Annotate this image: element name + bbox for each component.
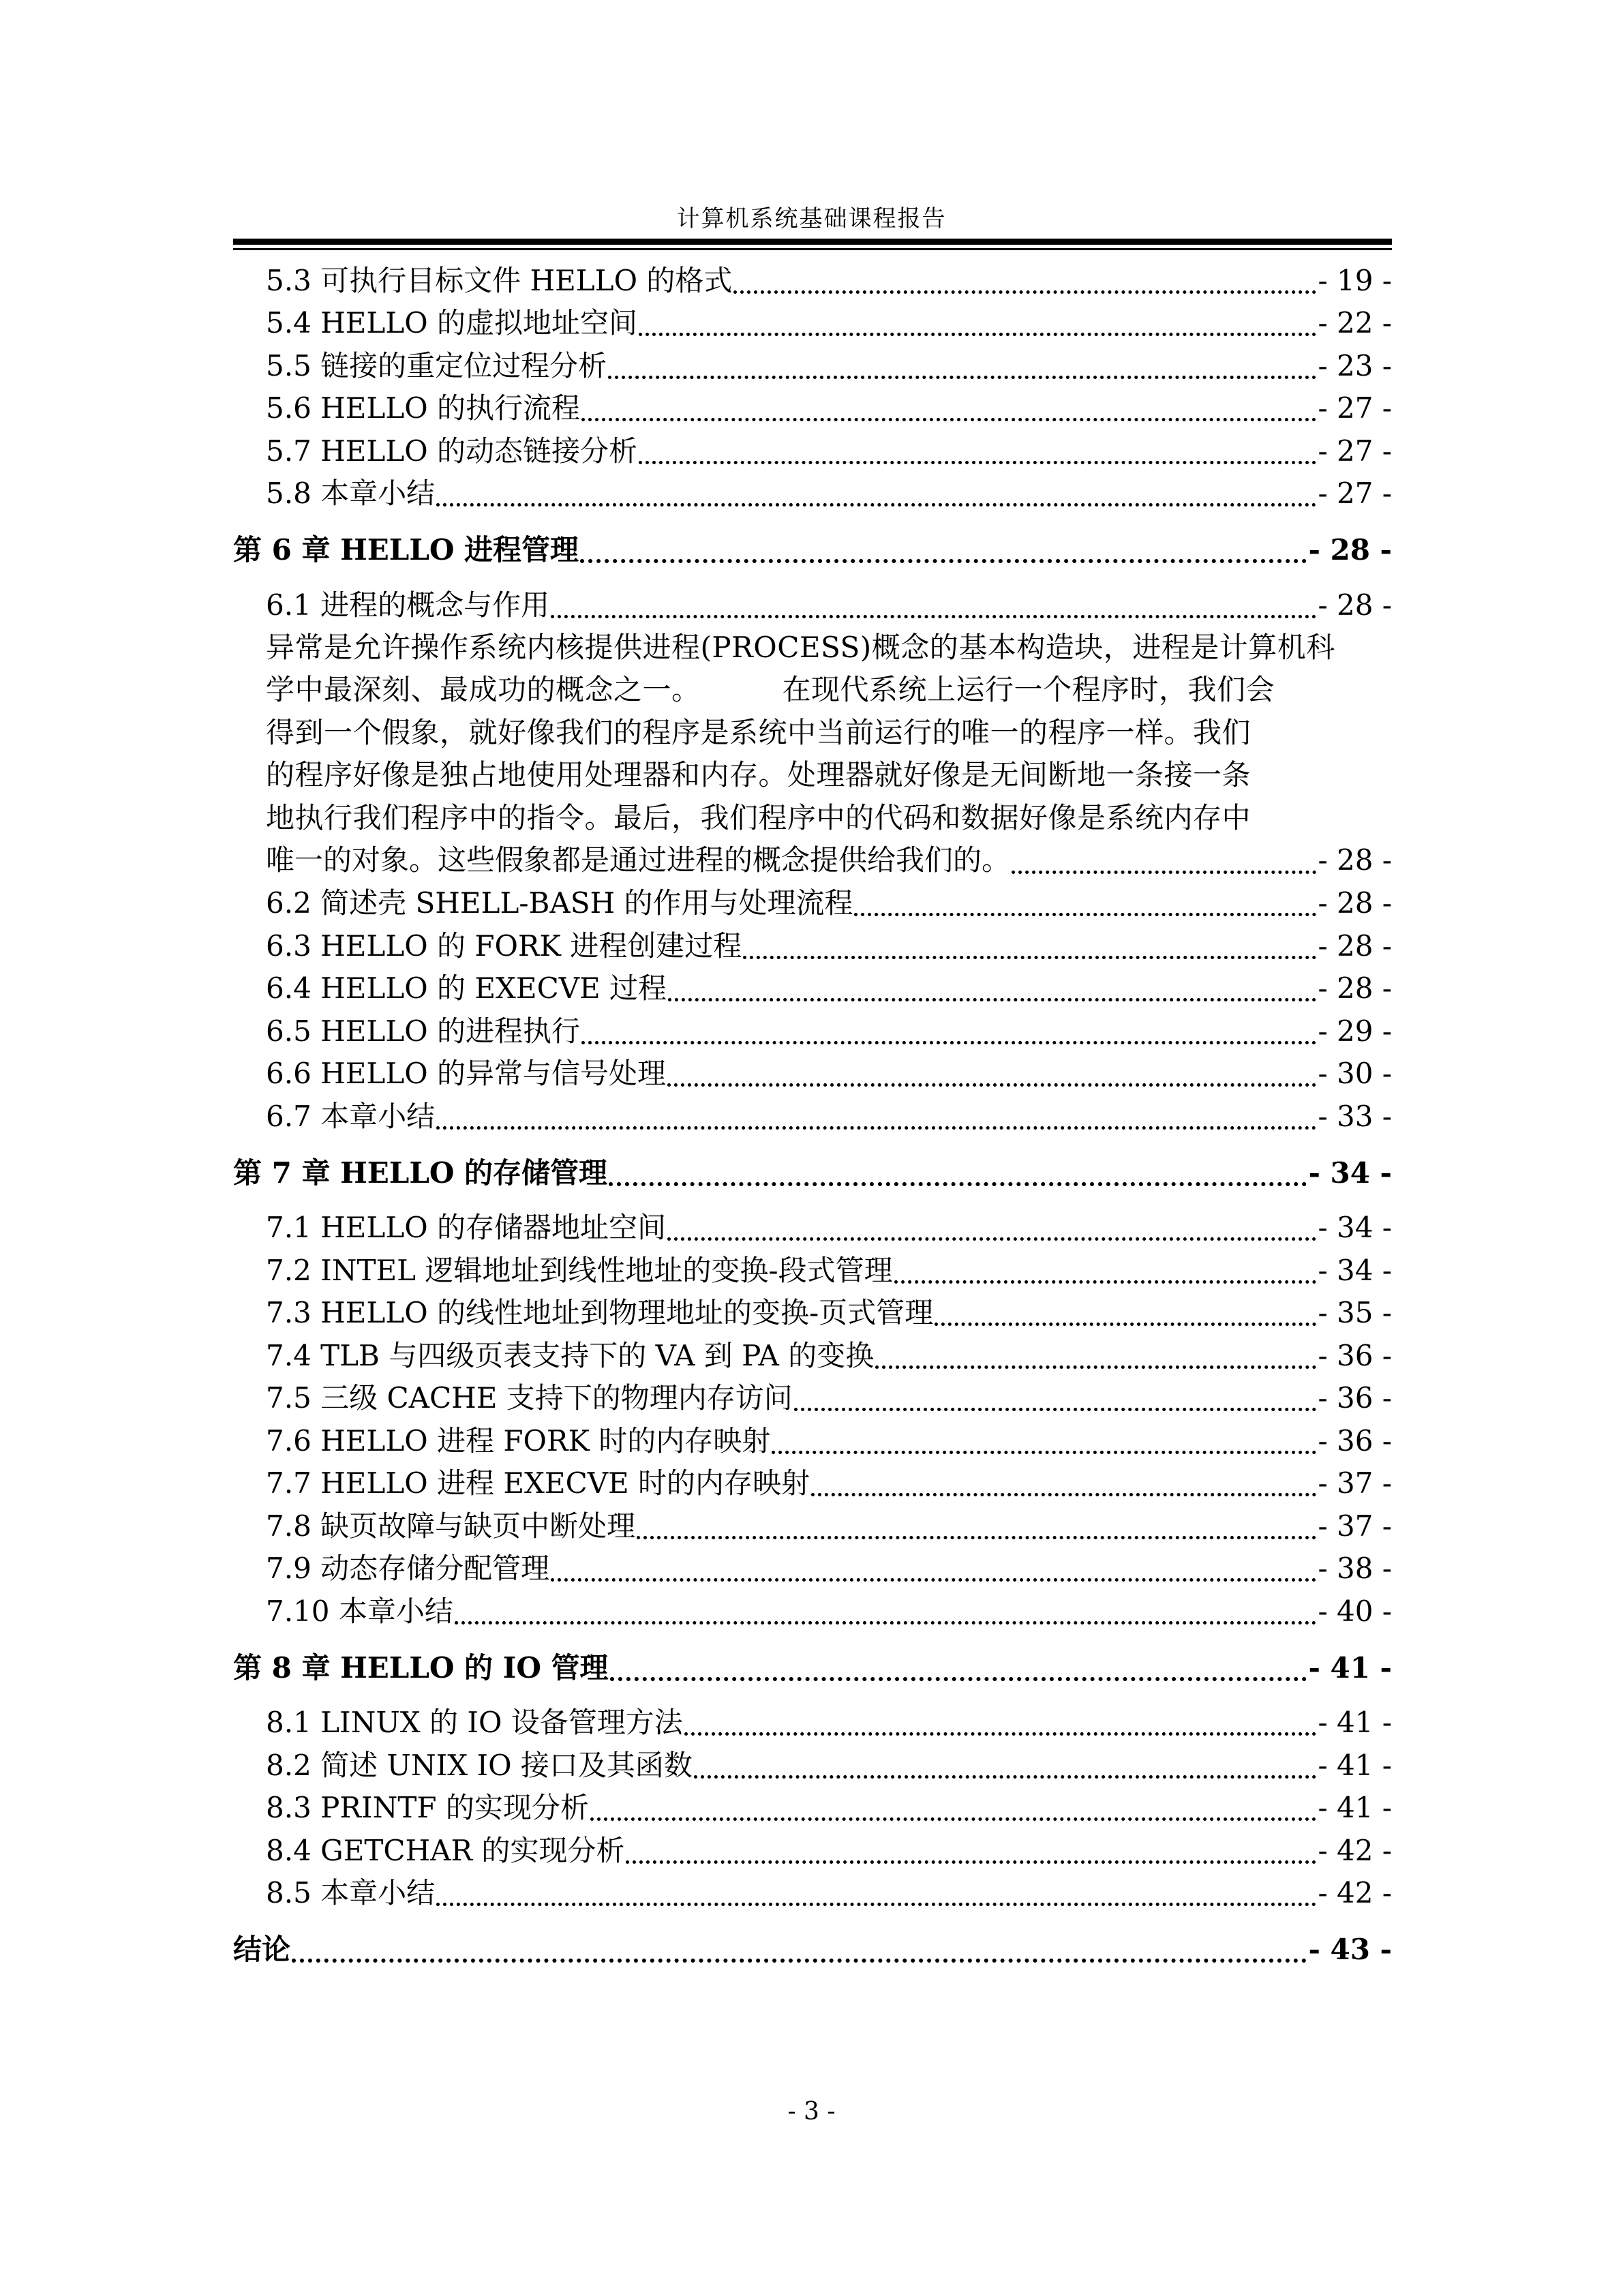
toc-entry-paragraph[interactable]: [233, 626, 1392, 882]
toc-entry-page: - 28 -: [1318, 886, 1392, 920]
paragraph-line: [266, 669, 1392, 712]
toc-entry-6-2[interactable]: [233, 882, 1392, 925]
paragraph-fragment: 唯一的对象。这些假象都是通过进程的概念提供给我们的。: [266, 843, 1011, 877]
paragraph-fragment: 在现代系统上运行一个程序时，我们会: [782, 673, 1275, 706]
dot-leader: [794, 1408, 1317, 1411]
dot-leader: [580, 559, 1307, 563]
toc-entry-5-7[interactable]: [233, 429, 1392, 472]
toc-entry-page: - 41 -: [1318, 1748, 1392, 1782]
toc-entry-page: - 38 -: [1318, 1552, 1392, 1585]
toc-entry-page: - 40 -: [1318, 1594, 1392, 1628]
toc-chapter-page: - 41 -: [1308, 1650, 1392, 1685]
toc-entry-8-4[interactable]: [233, 1829, 1392, 1872]
toc-entry-page: - 37 -: [1318, 1466, 1392, 1500]
toc-chapter-page: - 28 -: [1308, 533, 1392, 567]
toc-entry-page: - 28 -: [1318, 928, 1392, 963]
toc-entry-page: - 28 -: [1318, 843, 1392, 877]
toc-entry-6-4[interactable]: [233, 967, 1392, 1010]
dot-leader: [436, 1903, 1316, 1906]
toc-entry-label: 5.6 HELLO 的执行流程: [266, 391, 580, 425]
dot-leader: [637, 1536, 1316, 1539]
toc-entry-7-8[interactable]: [233, 1505, 1392, 1547]
page-number: - 3 -: [787, 2098, 836, 2126]
paragraph-line: 的程序好像是独占地使用处理器和内存。处理器就好像是无间断地一条接一条: [266, 758, 1252, 791]
toc-conclusion[interactable]: [233, 1922, 1392, 1971]
toc-entry-label: 7.3 HELLO 的线性地址到物理地址的变换-页式管理: [266, 1296, 934, 1329]
header-rule-thick: [233, 239, 1392, 245]
toc-entry-page: - 42 -: [1318, 1833, 1392, 1867]
toc-entry-label: 7.2 INTEL 逻辑地址到线性地址的变换-段式管理: [266, 1253, 893, 1287]
toc-entry-page: - 29 -: [1318, 1014, 1392, 1048]
toc-entry-7-4[interactable]: [233, 1334, 1392, 1377]
toc-entry-label: 6.7 本章小结: [266, 1099, 436, 1133]
toc-chapter-page: - 43 -: [1308, 1933, 1392, 1966]
toc-entry-label: 6.4 HELLO 的 EXECVE 过程: [266, 971, 667, 1005]
toc-entry-page: - 34 -: [1318, 1253, 1392, 1287]
toc-entry-page: - 37 -: [1318, 1509, 1392, 1543]
dot-leader: [668, 998, 1316, 1001]
toc-entry-6-5[interactable]: [233, 1010, 1392, 1053]
dot-leader: [436, 503, 1316, 507]
dot-leader: [551, 1578, 1316, 1582]
toc-entry-8-2[interactable]: [233, 1744, 1392, 1787]
dot-leader: [875, 1365, 1316, 1369]
toc-entry-page: - 28 -: [1318, 588, 1392, 622]
toc-entry-label: 7.8 缺页故障与缺页中断处理: [266, 1509, 636, 1543]
toc-entry-page: - 36 -: [1318, 1381, 1392, 1415]
toc-entry-page: - 27 -: [1318, 477, 1392, 510]
dot-leader: [436, 1126, 1316, 1130]
header-rule-thin: [233, 248, 1392, 250]
toc-entry-page: - 22 -: [1318, 306, 1392, 339]
toc-entry-5-4[interactable]: [233, 302, 1392, 345]
dot-leader: [667, 1083, 1316, 1087]
toc-entry-label: 5.4 HELLO 的虚拟地址空间: [266, 306, 637, 339]
dot-leader: [894, 1280, 1317, 1284]
dot-leader: [935, 1323, 1316, 1326]
toc-entry-label: 6.5 HELLO 的进程执行: [266, 1014, 580, 1048]
dot-leader: [455, 1621, 1317, 1625]
toc-entry-7-6[interactable]: [233, 1419, 1392, 1462]
toc-entry-page: - 41 -: [1318, 1706, 1392, 1739]
toc-entry-label: 5.3 可执行目标文件 HELLO 的格式: [266, 263, 733, 297]
toc-entry-label: 6.1 进程的概念与作用: [266, 588, 550, 622]
toc-chapter-6[interactable]: [233, 523, 1392, 571]
toc-entry-page: - 33 -: [1318, 1099, 1392, 1133]
toc-entry-8-3[interactable]: [233, 1787, 1392, 1830]
dot-leader: [626, 1860, 1316, 1864]
toc-entry-page: - 34 -: [1318, 1211, 1392, 1244]
dot-leader: [811, 1493, 1316, 1496]
toc-entry-5-6[interactable]: [233, 387, 1392, 430]
dot-leader: [694, 1775, 1317, 1779]
dot-leader: [667, 1237, 1316, 1241]
toc-entry-7-7[interactable]: [233, 1462, 1392, 1505]
toc-entry-label: 6.3 HELLO 的 FORK 进程创建过程: [266, 928, 742, 963]
toc-chapter-label: 第 7 章 HELLO 的存储管理: [233, 1155, 608, 1190]
toc-entry-6-3[interactable]: [233, 924, 1392, 967]
toc-entry-label: 5.7 HELLO 的动态链接分析: [266, 434, 637, 468]
toc-entry-7-5[interactable]: [233, 1377, 1392, 1420]
dot-leader: [1012, 871, 1316, 874]
toc-entry-label: 8.5 本章小结: [266, 1876, 436, 1909]
toc-entry-5-3[interactable]: [233, 259, 1392, 302]
toc-entry-5-5[interactable]: [233, 344, 1392, 387]
paragraph-line: 得到一个假象，就好像我们的程序是系统中当前运行的唯一的程序一样。我们: [266, 715, 1252, 749]
dot-leader: [609, 1182, 1307, 1186]
toc-chapter-8[interactable]: [233, 1641, 1392, 1689]
toc-entry-7-2[interactable]: [233, 1249, 1392, 1292]
toc-entry-label: 7.7 HELLO 进程 EXECVE 时的内存映射: [266, 1466, 810, 1500]
dot-leader: [684, 1732, 1317, 1736]
paragraph-line: 地执行我们程序中的指令。最后，我们程序中的代码和数据好像是系统内存中: [266, 800, 1252, 834]
toc-entry-label: 8.4 GETCHAR 的实现分析: [266, 1833, 625, 1867]
dot-leader: [733, 290, 1316, 294]
toc-entry-label: 5.8 本章小结: [266, 477, 436, 510]
toc-chapter-7[interactable]: [233, 1146, 1392, 1194]
dot-leader: [854, 913, 1316, 916]
toc-entry-label: 5.5 链接的重定位过程分析: [266, 348, 607, 382]
toc-entry-label: 8.2 简述 UNIX IO 接口及其函数: [266, 1748, 693, 1782]
toc-entry-label: 6.6 HELLO 的异常与信号处理: [266, 1057, 666, 1090]
toc-entry-7-3[interactable]: [233, 1292, 1392, 1335]
toc-entry-7-1[interactable]: [233, 1207, 1392, 1250]
toc-entry-page: - 28 -: [1318, 971, 1392, 1005]
toc-entry-page: - 36 -: [1318, 1423, 1392, 1457]
toc-entry-7-10[interactable]: [233, 1590, 1392, 1633]
toc-entry-label: 7.9 动态存储分配管理: [266, 1552, 550, 1585]
toc-entry-6-1[interactable]: [233, 584, 1392, 626]
toc-chapter-label: 第 6 章 HELLO 进程管理: [233, 533, 579, 567]
toc-entry-8-5[interactable]: [233, 1872, 1392, 1915]
toc-entry-page: - 27 -: [1318, 391, 1392, 425]
toc-entry-6-6[interactable]: [233, 1053, 1392, 1096]
toc-entry-page: - 42 -: [1318, 1876, 1392, 1909]
dot-leader: [743, 956, 1316, 959]
toc-entry-page: - 35 -: [1318, 1296, 1392, 1329]
paragraph-last-line: [266, 839, 1392, 882]
dot-leader: [639, 333, 1316, 336]
toc-entry-page: - 27 -: [1318, 434, 1392, 468]
dot-leader: [590, 1817, 1317, 1821]
toc-entry-page: - 41 -: [1318, 1791, 1392, 1824]
toc-entry-label: 8.1 LINUX 的 IO 设备管理方法: [266, 1706, 683, 1739]
toc-entry-label: 7.4 TLB 与四级页表支持下的 VA 到 PA 的变换: [266, 1338, 875, 1372]
toc-entry-label: 7.6 HELLO 进程 FORK 时的内存映射: [266, 1423, 771, 1457]
dot-leader: [581, 1041, 1316, 1044]
paragraph-fragment: 学中最深刻、最成功的概念之一。: [266, 673, 701, 706]
running-header-title: 计算机系统基础课程报告: [676, 205, 947, 232]
toc-entry-label: 7.1 HELLO 的存储器地址空间: [266, 1211, 666, 1244]
table-of-contents: [233, 259, 1392, 1983]
dot-leader: [610, 1677, 1307, 1681]
toc-entry-5-8[interactable]: [233, 472, 1392, 515]
toc-entry-6-7[interactable]: [233, 1095, 1392, 1138]
toc-entry-label: 7.5 三级 CACHE 支持下的物理内存访问: [266, 1381, 793, 1415]
dot-leader: [772, 1451, 1316, 1454]
dot-leader: [551, 615, 1316, 618]
toc-entry-label: 7.10 本章小结: [266, 1594, 453, 1628]
dot-leader: [581, 418, 1316, 421]
toc-entry-page: - 19 -: [1318, 263, 1392, 297]
toc-entry-label: 6.2 简述壳 SHELL-BASH 的作用与处理流程: [266, 886, 853, 920]
toc-entry-page: - 23 -: [1318, 348, 1392, 382]
dot-leader: [639, 461, 1316, 464]
toc-entry-8-1[interactable]: [233, 1702, 1392, 1744]
toc-entry-label: 8.3 PRINTF 的实现分析: [266, 1791, 589, 1824]
toc-entry-page: - 30 -: [1318, 1057, 1392, 1090]
toc-entry-7-9[interactable]: [233, 1547, 1392, 1590]
toc-chapter-label: 第 8 章 HELLO 的 IO 管理: [233, 1650, 609, 1685]
dot-leader: [608, 376, 1316, 379]
toc-chapter-page: - 34 -: [1308, 1155, 1392, 1190]
toc-entry-page: - 36 -: [1318, 1338, 1392, 1372]
paragraph-line: 异常是允许操作系统内核提供进程(PROCESS)概念的基本构造块，进程是计算机科: [266, 630, 1335, 664]
toc-chapter-label: 结论: [233, 1933, 291, 1966]
dot-leader: [292, 1959, 1307, 1963]
